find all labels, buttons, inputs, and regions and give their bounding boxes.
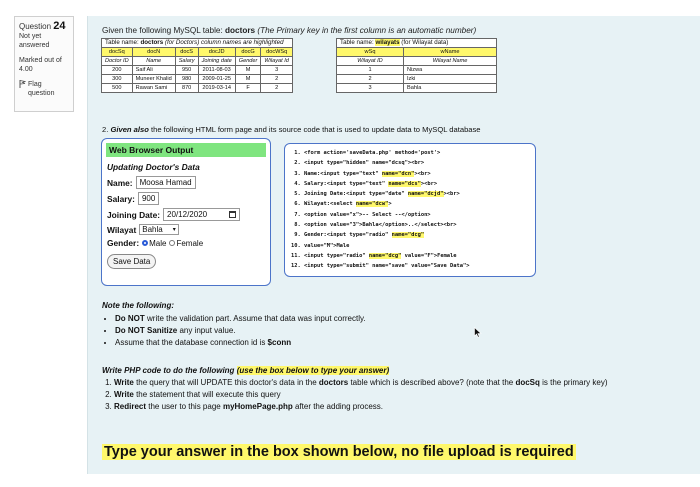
gender-label: Gender:	[107, 238, 140, 248]
table-cell: 500	[102, 84, 133, 93]
task-text: the query that will UPDATE this doctor's data in the	[133, 378, 319, 387]
wilayats-table-caption	[337, 39, 497, 48]
list-item	[114, 401, 690, 413]
joining-date-label: Joining Date:	[107, 209, 161, 220]
code-line-number: 8.	[291, 222, 304, 229]
code-text: ><br>	[420, 180, 438, 187]
code-line-number: 5.	[291, 191, 304, 198]
code-line	[291, 179, 529, 189]
table-cell: 2011-08-03	[198, 66, 235, 75]
code-highlight: name="dcw"	[355, 201, 389, 208]
status-line1: Not yet	[19, 33, 42, 40]
wilayat-label: Wilayat	[107, 224, 137, 235]
joining-date-value: 20/12/2020	[167, 210, 208, 219]
code-text: >	[388, 201, 392, 208]
code-line	[291, 261, 529, 271]
code-text: <option value="x">-- Select --</option>	[303, 211, 431, 218]
type-answer-banner: Type your answer in the box shown below, no file upload is required	[104, 444, 574, 460]
table-cell: Bahla	[404, 84, 497, 93]
table-cell: 2	[337, 75, 404, 84]
salary-label: Salary:	[107, 193, 135, 204]
task-text: the user to this page	[146, 402, 223, 411]
joining-date-input[interactable]	[163, 208, 240, 221]
code-highlight: name="dcg"	[391, 232, 425, 239]
flag-line1: Flag	[28, 81, 42, 88]
code-text: <input type="radio"	[303, 252, 369, 259]
table-cell: 2	[261, 84, 293, 93]
doctors-header-row	[102, 48, 293, 57]
table-cell: 870	[175, 84, 198, 93]
gender-female-label: Female	[176, 238, 204, 248]
code-text: value="F">Female	[401, 252, 457, 259]
wilayats-table	[336, 38, 497, 93]
col-header: docS	[175, 48, 198, 57]
given-also-body: the following HTML form page and its source code that is used to update data to MySQL database	[151, 125, 481, 134]
table-row	[102, 84, 293, 93]
col-header: docSq	[102, 48, 133, 57]
doctor-form	[102, 157, 270, 271]
code-text: ><br>	[443, 191, 460, 198]
doctors-subheader-row	[102, 57, 293, 66]
save-data-button[interactable]: Save Data	[107, 254, 156, 269]
col-subheader: Joining date	[198, 57, 235, 66]
code-text: Joining Date:<input type="date"	[303, 191, 408, 198]
title-suffix: (The Primary key in the first column is an automatic number)	[257, 26, 477, 35]
note-bold: Do NOT	[115, 314, 145, 323]
code-text: Gender:<input type="radio"	[303, 232, 392, 239]
flag-question-button[interactable]	[19, 80, 69, 98]
col-header: docJD	[198, 48, 235, 57]
col-header: docG	[235, 48, 261, 57]
name-input[interactable]: Moosa Hamad	[136, 176, 196, 189]
mouse-cursor-icon	[474, 327, 482, 338]
flag-icon	[19, 80, 26, 88]
col-header: wSq	[337, 48, 404, 57]
col-header: docWSq	[261, 48, 293, 57]
task-bold: docSq	[515, 378, 540, 387]
caption-prefix: Table name:	[340, 39, 374, 46]
doctors-table-caption	[102, 39, 293, 48]
code-line-number: 12.	[291, 263, 304, 270]
source-code-box	[284, 143, 536, 277]
table-cell: M	[235, 75, 261, 84]
caption-prefix: Table name:	[105, 39, 139, 46]
note-text: any input value.	[177, 326, 236, 335]
task-bold: myHomePage.php	[222, 402, 293, 411]
table-cell: 300	[102, 75, 133, 84]
table-cell: Nizwa	[404, 66, 497, 75]
table-cell: 3	[337, 84, 404, 93]
code-line-number: 1.	[291, 150, 304, 156]
table-cell: 980	[175, 75, 198, 84]
table-cell: 2	[261, 75, 293, 84]
flag-line2: question	[28, 90, 55, 97]
col-subheader: Doctor ID	[102, 57, 133, 66]
code-text: ><br>	[414, 170, 431, 177]
task-bold: Write	[114, 390, 134, 399]
code-text: <option value="3">Bahla</option>..</select><br>	[303, 222, 457, 229]
gender-female-radio[interactable]	[169, 240, 175, 246]
code-highlight: name="dcjd"	[407, 191, 444, 198]
browser-output-box	[101, 138, 271, 286]
code-line	[291, 158, 529, 168]
caption-suffix: (for Wilayat data)	[401, 39, 449, 46]
table-cell: Saif Ali	[132, 66, 175, 75]
code-text: Name:<input type="text"	[303, 170, 382, 177]
code-highlight: name="dcg"	[368, 252, 402, 259]
task-text: is the primary key)	[539, 378, 608, 387]
question-title	[102, 26, 476, 35]
caption-name: doctors	[140, 39, 164, 46]
code-highlight: name="dcn"	[381, 170, 415, 177]
question-number	[19, 20, 69, 32]
table-cell: Izki	[404, 75, 497, 84]
code-line	[291, 220, 529, 230]
marked-line1: Marked out of	[19, 57, 62, 64]
code-line-number: 4.	[291, 180, 304, 187]
caption-name: wilayats	[375, 39, 400, 46]
task-bold: Redirect	[114, 402, 147, 411]
table-cell: 3	[261, 66, 293, 75]
col-header: wName	[404, 48, 497, 57]
col-subheader: Wilayat Name	[404, 57, 497, 66]
code-highlight: name="dcs"	[388, 180, 421, 187]
code-line-number: 7.	[291, 211, 304, 218]
col-subheader: Name	[132, 57, 175, 66]
table-cell: Rawan Sami	[132, 84, 175, 93]
php-task-section	[102, 366, 690, 413]
table-cell: Muneer Khalid	[132, 75, 175, 84]
code-line	[291, 251, 529, 261]
given-also-bold: Given also	[110, 125, 149, 134]
status-line2: answered	[19, 42, 50, 49]
col-subheader: Salary	[175, 57, 198, 66]
list-item	[114, 377, 690, 389]
code-line	[291, 189, 529, 199]
col-subheader: Gender	[235, 57, 261, 66]
php-heading-text: Write PHP code to do the following	[102, 366, 235, 375]
task-text: table which is described above? (note that the	[348, 378, 516, 387]
code-text: Salary:<input type="text"	[303, 180, 389, 187]
wilayats-subheader-row	[337, 57, 497, 66]
note-text: write the validation part. Assume that data was input correctly.	[144, 314, 366, 323]
table-row	[337, 75, 497, 84]
code-text: <input type="submit" name="save" value="Save Data">	[303, 263, 470, 270]
code-line	[291, 148, 529, 158]
table-row	[102, 75, 293, 84]
code-line-number: 11.	[291, 252, 304, 259]
list-item	[114, 389, 690, 401]
code-line	[291, 199, 529, 209]
note-bold: Do NOT Sanitize	[115, 326, 178, 335]
question-label: Question	[19, 22, 52, 31]
table-cell: F	[235, 84, 261, 93]
table-row	[337, 66, 497, 75]
doctors-table	[101, 38, 293, 93]
question-number-value: 24	[53, 20, 66, 32]
salary-input[interactable]: 900	[138, 192, 159, 205]
gender-male-radio[interactable]	[142, 240, 148, 246]
table-row	[337, 84, 497, 93]
code-line	[291, 230, 529, 240]
col-subheader: Wilayat Id	[261, 57, 293, 66]
chevron-down-icon: ▾	[172, 227, 176, 233]
code-line	[291, 210, 529, 220]
title-table-name: doctors	[225, 26, 256, 35]
name-label: Name:	[107, 177, 133, 188]
marked-line2: 4.00	[19, 66, 33, 73]
browser-output-title: Web Browser Output	[106, 143, 266, 157]
code-line	[291, 169, 529, 179]
gender-male-label: Male	[149, 238, 167, 248]
table-cell: 200	[102, 66, 133, 75]
table-cell: 1	[337, 66, 404, 75]
notes-section	[102, 301, 692, 349]
code-line-number: 6.	[291, 201, 304, 208]
title-prefix: Given the following MySQL table:	[102, 26, 223, 35]
code-text: <input type="hidden" name="dcsq"><br>	[303, 160, 425, 167]
code-line-number: 10.	[291, 242, 304, 249]
code-line	[291, 241, 529, 251]
calendar-icon[interactable]	[229, 211, 236, 218]
code-line-number: 9.	[291, 232, 304, 239]
code-text: Wilayat:<select	[303, 201, 356, 208]
task-text: the statement that will execute this query	[133, 390, 281, 399]
code-line-number: 2.	[291, 160, 304, 167]
note-text: Assume that the database connection id is	[115, 338, 268, 347]
form-heading: Updating Doctor's Data	[107, 162, 200, 172]
wilayat-select[interactable]	[139, 224, 178, 235]
table-cell: M	[235, 66, 261, 75]
task-bold: doctors	[318, 378, 349, 387]
task-bold: Write	[114, 378, 134, 387]
question-panel	[87, 16, 700, 474]
note-bold: $conn	[267, 338, 292, 347]
php-heading-highlight: (use the box below to type your answer)	[236, 366, 390, 375]
table-row	[102, 66, 293, 75]
question-info	[14, 16, 74, 112]
table-cell: 2019-03-14	[198, 84, 235, 93]
task-text: after the adding process.	[292, 402, 384, 411]
caption-suffix: (for Doctors) column names are highlighted	[164, 39, 284, 46]
list-item	[115, 325, 692, 337]
wilayat-selected: Bahla	[142, 225, 163, 234]
code-text: <form action='saveData.php' method='post'>	[303, 150, 441, 156]
code-line-number: 3.	[291, 170, 304, 177]
given-also-text: 2. Given also the following HTML form page and its source code that is used to update data to MySQL database	[102, 125, 481, 134]
col-header: docN	[132, 48, 175, 57]
table-cell: 2009-01-25	[198, 75, 235, 84]
col-subheader: Wilayat ID	[337, 57, 404, 66]
list-item	[115, 313, 692, 325]
table-cell: 950	[175, 66, 198, 75]
code-text: value="M">Male	[303, 242, 350, 249]
list-item	[115, 337, 692, 349]
php-task-heading	[102, 366, 690, 375]
wilayats-header-row	[337, 48, 497, 57]
notes-heading: Note the following:	[102, 301, 174, 310]
